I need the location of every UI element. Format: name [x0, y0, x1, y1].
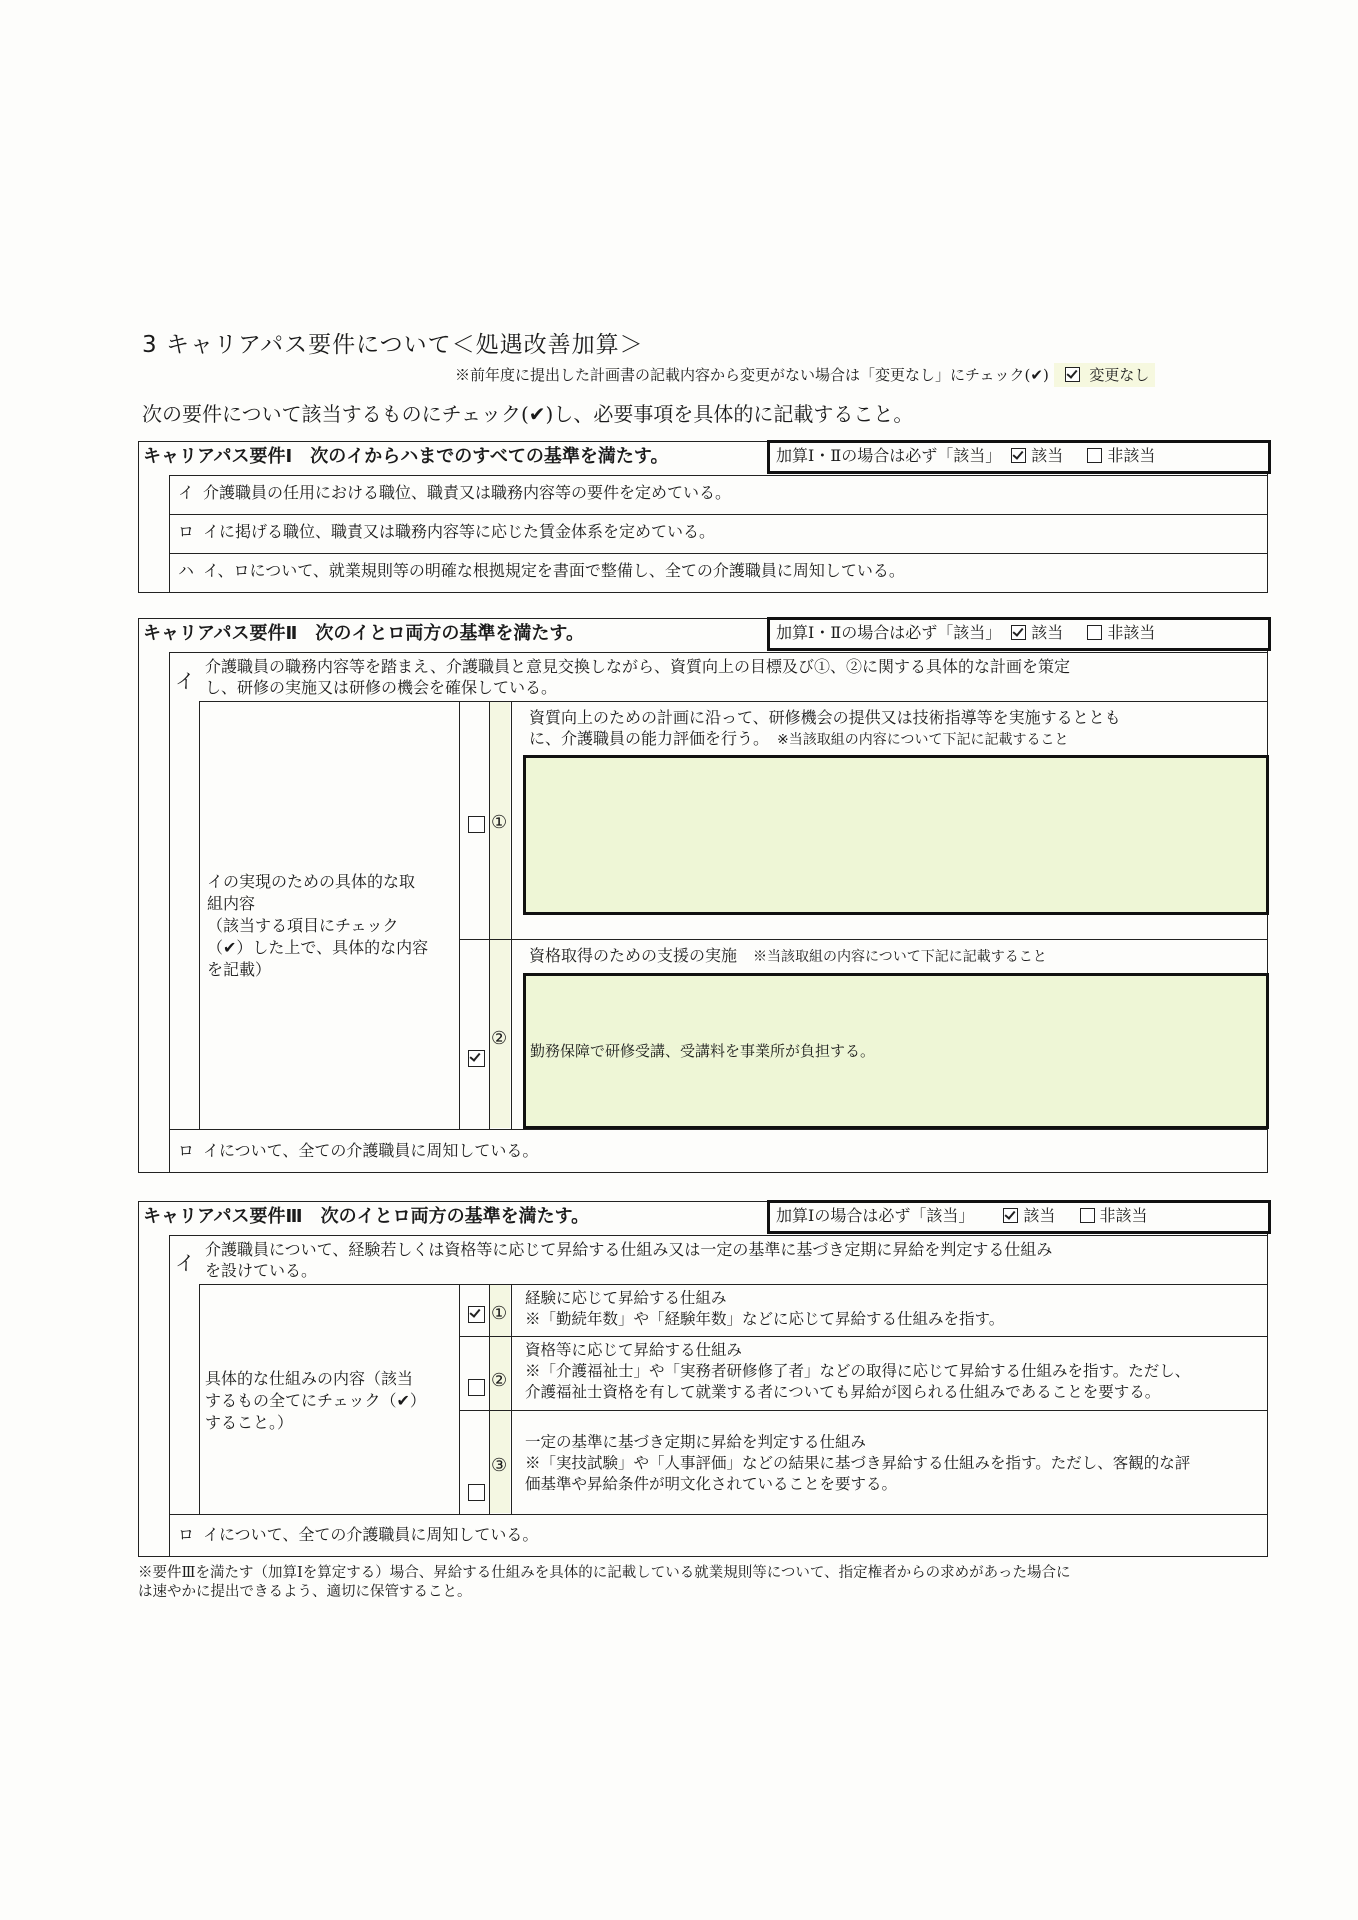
no-change-note-text: ※前年度に提出した計画書の記載内容から変更がない場合は「変更なし」にチェック(✔)	[455, 366, 1049, 384]
req3-indent-line	[169, 1235, 170, 1557]
req3-opt2-line1: 資格等に応じて昇給する仕組み	[525, 1341, 743, 1359]
req1-applicable-label: 該当	[1031, 446, 1064, 465]
req3-ro	[169, 1514, 1267, 1557]
req2-opt1-text-2: に、介護職員の能力評価を行う。	[529, 729, 762, 748]
req1-item-ha-mark: ハ	[177, 561, 194, 580]
req2-mid-left-line	[199, 701, 200, 1129]
req1-section	[138, 441, 1268, 593]
req3-not-applicable-label: 非該当	[1099, 1206, 1148, 1225]
req2-left-label-5: を記載）	[207, 960, 272, 979]
req3-opt3-line3: 価基準や昇給条件が明文化されていることを要する。	[525, 1475, 898, 1493]
req1-item-i-text: 介護職員の任用における職位、職責又は職務内容等の要件を定めている。	[203, 483, 732, 502]
req3-opt1-description	[525, 1288, 1265, 1330]
req3-i-text-line2: を設けている。	[205, 1261, 318, 1280]
req2-section	[138, 618, 1268, 1173]
req1-item-ro	[169, 514, 1267, 553]
req3-mid-left-line	[199, 1284, 200, 1514]
req2-mid-top-line	[199, 701, 1267, 702]
section-title: 3 キャリアパス要件について＜処遇改善加算＞	[142, 332, 644, 358]
req3-mid-top-line	[199, 1284, 1267, 1285]
req2-indent-line	[169, 652, 170, 1173]
req3-text-col-line	[511, 1284, 512, 1514]
req2-opt1-number: ①	[491, 812, 508, 833]
req1-item-ha	[169, 553, 1267, 592]
req2-ro-text: イについて、全ての介護職員に周知している。	[203, 1141, 539, 1160]
req3-left-label-1: 具体的な仕組みの内容（該当	[205, 1369, 414, 1388]
req2-left-label-3: （該当する項目にチェック	[207, 916, 399, 935]
req2-ro	[169, 1129, 1267, 1173]
req1-item-ro-mark: ロ	[177, 522, 194, 541]
req1-status	[767, 440, 1271, 474]
req3-left-label-2: するもの全てにチェック（✔）	[205, 1391, 426, 1410]
req3-opt1-line2: ※「勤続年数」や「経験年数」などに応じて昇給する仕組みを指す。	[525, 1310, 1005, 1328]
req3-ro-text: イについて、全ての介護職員に周知している。	[203, 1525, 539, 1544]
req2-status-note: 加算Ⅰ・Ⅱの場合は必ず「該当」	[776, 623, 1002, 642]
req2-left-label-1: イの実現のための具体的な取	[207, 872, 416, 891]
req2-opt2-description	[529, 945, 1269, 968]
req2-check-col-bg	[490, 702, 510, 1128]
req2-not-applicable-label: 非該当	[1107, 623, 1156, 642]
req2-not-applicable-checkbox[interactable]	[1087, 625, 1102, 640]
req3-opt2-number: ②	[491, 1370, 508, 1391]
req2-opt2-number: ②	[491, 1028, 508, 1049]
req2-check-col-line	[459, 701, 460, 1129]
req2-i-text-line1: 介護職員の職務内容等を踏まえ、介護職員と意見交換しながら、資質向上の目標及び①、②に関する具体的な計画を策定	[205, 657, 1070, 676]
req2-opt1-note: ※当該取組の内容について下記に記載すること	[777, 732, 1069, 748]
req3-opt2-top-line	[459, 1336, 1267, 1337]
req3-section	[138, 1201, 1268, 1557]
req3-opt2-checkbox[interactable]	[468, 1379, 485, 1396]
req2-i-text-line2: し、研修の実施又は研修の機会を確保している。	[205, 678, 558, 697]
req3-opt1-number: ①	[491, 1303, 508, 1324]
req3-status	[767, 1200, 1271, 1234]
no-change-label: 変更なし	[1089, 366, 1150, 384]
req1-header: キャリアパス要件Ⅰ 次のイからハまでのすべての基準を満たす。	[143, 446, 669, 467]
req2-i-mark: イ	[175, 669, 195, 693]
req3-opt1-line1: 経験に応じて昇給する仕組み	[525, 1289, 727, 1307]
req2-opt1-content-box[interactable]	[523, 755, 1269, 915]
footnote-line1: ※要件Ⅲを満たす（加算Ⅰを算定する）場合、昇給する仕組みを具体的に記載している就業規則等について、指定権者からの求めがあった場合に	[138, 1565, 1071, 1581]
no-change-note	[455, 364, 1155, 385]
req2-applicable-checkbox[interactable]	[1011, 625, 1026, 640]
req3-i-text	[205, 1239, 1265, 1281]
req3-opt1-checkbox[interactable]	[468, 1306, 485, 1323]
req3-opt3-top-line	[459, 1410, 1267, 1411]
instruction-text: 次の要件について該当するものにチェック(✔)し、必要事項を具体的に記載すること。	[142, 402, 914, 426]
req2-left-label	[207, 871, 452, 981]
req1-not-applicable-checkbox[interactable]	[1087, 448, 1102, 463]
req3-opt3-description	[525, 1432, 1265, 1495]
req1-item-i-mark: イ	[177, 483, 194, 502]
req3-applicable-checkbox[interactable]	[1003, 1208, 1018, 1223]
req2-opt1-checkbox[interactable]	[468, 816, 485, 833]
req1-item-ro-text: イに掲げる職位、職責又は職務内容等に応じた賃金体系を定めている。	[203, 522, 716, 541]
req3-header: キャリアパス要件Ⅲ 次のイとロ両方の基準を満たす。	[143, 1206, 590, 1227]
req3-opt2-description	[525, 1340, 1265, 1403]
req1-status-note: 加算Ⅰ・Ⅱの場合は必ず「該当」	[776, 446, 1002, 465]
req2-applicable-label: 該当	[1031, 623, 1064, 642]
req3-not-applicable-checkbox[interactable]	[1080, 1208, 1095, 1223]
req1-item-i	[169, 475, 1267, 514]
req2-text-col-line	[511, 701, 512, 1129]
req2-status	[767, 617, 1271, 651]
req3-opt2-line2: ※「介護福祉士」や「実務者研修修了者」などの取得に応じて昇給する仕組みを指す。ただし、	[525, 1362, 1191, 1380]
req2-left-label-4: （✔）した上で、具体的な内容	[207, 938, 429, 957]
req3-opt3-checkbox[interactable]	[468, 1484, 485, 1501]
req2-opt1-description	[529, 707, 1269, 751]
req3-left-label	[205, 1368, 461, 1434]
req3-i-top-line	[169, 1235, 1267, 1236]
req3-opt2-line3: 介護福祉士資格を有して就業する者についても昇給が図られる仕組みであることを要する。	[525, 1383, 1161, 1401]
req2-opt2-top-line	[459, 939, 1267, 940]
req3-opt3-line2: ※「実技試験」や「人事評価」などの結果に基づき昇給する仕組みを指す。ただし、客観的な評	[525, 1454, 1191, 1472]
req2-opt2-content-box[interactable]	[523, 973, 1269, 1129]
req3-i-mark: イ	[175, 1251, 195, 1275]
req2-left-label-2: 組内容	[207, 894, 256, 913]
req3-opt3-number: ③	[491, 1455, 508, 1476]
req2-num-col-line	[489, 701, 490, 1129]
req3-left-label-3: すること。）	[205, 1413, 294, 1432]
req1-item-ha-text: イ、ロについて、就業規則等の明確な根拠規定を書面で整備し、全ての介護職員に周知している。	[203, 561, 905, 580]
req2-opt2-content: 勤務保障で研修受講、受講料を事業所が負担する。	[530, 1042, 876, 1060]
footnote	[138, 1564, 1268, 1602]
req1-applicable-checkbox[interactable]	[1011, 448, 1026, 463]
req2-opt2-note: ※当該取組の内容について下記に記載すること	[753, 949, 1047, 965]
req3-check-col-line	[459, 1284, 460, 1514]
req2-opt1-text-1: 資質向上のための計画に沿って、研修機会の提供又は技術指導等を実施するととも	[529, 708, 1121, 727]
footnote-line2: は速やかに提出できるよう、適切に保管すること。	[138, 1584, 472, 1600]
req2-opt2-checkbox[interactable]	[468, 1050, 485, 1067]
req3-applicable-label: 該当	[1023, 1206, 1056, 1225]
req2-ro-mark: ロ	[177, 1141, 194, 1160]
req1-not-applicable-label: 非該当	[1107, 446, 1156, 465]
req3-ro-mark: ロ	[177, 1525, 194, 1544]
req3-status-note: 加算Ⅰの場合は必ず「該当」	[776, 1206, 975, 1225]
req2-i-text	[205, 656, 1265, 698]
req3-opt3-line1: 一定の基準に基づき定期に昇給を判定する仕組み	[525, 1433, 867, 1451]
req3-i-text-line1: 介護職員について、経験若しくは資格等に応じて昇給する仕組み又は一定の基準に基づき定期に昇給を判定する仕組み	[205, 1240, 1053, 1259]
req2-opt2-text: 資格取得のための支援の実施	[529, 946, 738, 965]
req3-num-col-line	[489, 1284, 490, 1514]
req2-header: キャリアパス要件Ⅱ 次のイとロ両方の基準を満たす。	[143, 623, 584, 644]
req2-i-top-line	[169, 652, 1267, 653]
no-change-checkbox[interactable]	[1065, 367, 1080, 382]
